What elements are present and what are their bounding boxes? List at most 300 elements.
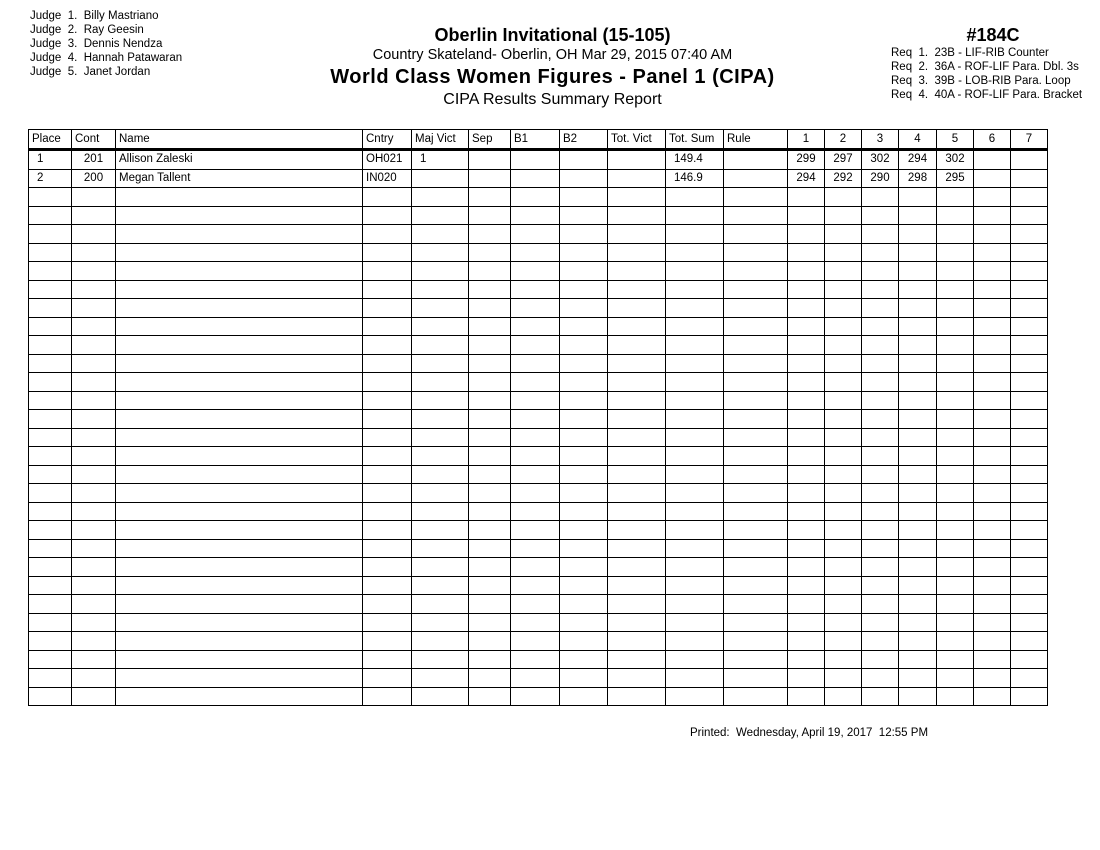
empty-cell xyxy=(116,206,363,225)
empty-cell xyxy=(469,465,511,484)
empty-cell xyxy=(666,243,724,262)
empty-cell xyxy=(363,465,412,484)
empty-cell xyxy=(608,632,666,651)
empty-cell xyxy=(788,225,825,244)
place-cell: 1 xyxy=(29,150,72,170)
empty-cell xyxy=(608,687,666,706)
empty-cell xyxy=(116,632,363,651)
empty-cell xyxy=(29,280,72,299)
col-b1: B1 xyxy=(511,130,560,150)
empty-cell xyxy=(511,410,560,429)
empty-cell xyxy=(608,447,666,466)
empty-cell xyxy=(116,484,363,503)
empty-cell xyxy=(862,687,899,706)
empty-cell xyxy=(937,687,974,706)
empty-cell xyxy=(469,521,511,540)
empty-cell xyxy=(788,410,825,429)
empty-cell xyxy=(412,206,469,225)
table-row-empty xyxy=(29,410,1048,429)
table-row-empty xyxy=(29,299,1048,318)
empty-cell xyxy=(974,299,1011,318)
empty-cell xyxy=(412,576,469,595)
empty-cell xyxy=(862,650,899,669)
empty-cell xyxy=(363,262,412,281)
empty-cell xyxy=(72,650,116,669)
empty-cell xyxy=(412,669,469,688)
empty-cell xyxy=(608,317,666,336)
empty-cell xyxy=(412,262,469,281)
empty-cell xyxy=(560,558,608,577)
empty-cell xyxy=(899,410,937,429)
judge-label: Judge 4. xyxy=(30,52,78,64)
empty-cell xyxy=(788,484,825,503)
empty-cell xyxy=(1011,576,1048,595)
empty-cell xyxy=(511,317,560,336)
empty-cell xyxy=(560,595,608,614)
empty-cell xyxy=(608,428,666,447)
empty-cell xyxy=(788,391,825,410)
empty-cell xyxy=(899,280,937,299)
empty-cell xyxy=(899,650,937,669)
empty-cell xyxy=(29,595,72,614)
empty-cell xyxy=(937,669,974,688)
empty-cell xyxy=(937,336,974,355)
empty-cell xyxy=(825,465,862,484)
empty-cell xyxy=(560,299,608,318)
event-location-date: Country Skateland- Oberlin, OH Mar 29, 2015 07:40 AM xyxy=(372,47,733,63)
empty-cell xyxy=(363,188,412,207)
empty-cell xyxy=(363,521,412,540)
empty-cell xyxy=(937,280,974,299)
empty-cell xyxy=(363,336,412,355)
empty-cell xyxy=(974,317,1011,336)
judge-name: Ray Geesin xyxy=(83,24,144,36)
empty-cell xyxy=(937,410,974,429)
empty-cell xyxy=(862,669,899,688)
table-row-empty xyxy=(29,225,1048,244)
empty-cell xyxy=(666,484,724,503)
empty-cell xyxy=(116,410,363,429)
empty-cell xyxy=(363,687,412,706)
empty-cell xyxy=(788,373,825,392)
empty-cell xyxy=(29,299,72,318)
empty-cell xyxy=(511,687,560,706)
empty-cell xyxy=(363,280,412,299)
empty-cell xyxy=(788,669,825,688)
empty-cell xyxy=(1011,521,1048,540)
empty-cell xyxy=(469,262,511,281)
empty-cell xyxy=(72,539,116,558)
empty-cell xyxy=(511,576,560,595)
table-row-empty xyxy=(29,539,1048,558)
empty-cell xyxy=(862,280,899,299)
empty-cell xyxy=(72,484,116,503)
empty-cell xyxy=(511,188,560,207)
empty-cell xyxy=(560,336,608,355)
col-judge-3: 3 xyxy=(862,130,899,150)
empty-cell xyxy=(899,502,937,521)
empty-cell xyxy=(937,632,974,651)
empty-cell xyxy=(724,576,788,595)
empty-cell xyxy=(724,391,788,410)
empty-cell xyxy=(862,595,899,614)
judge-label: Judge 1. xyxy=(30,10,78,22)
empty-cell xyxy=(72,299,116,318)
empty-cell xyxy=(937,576,974,595)
empty-cell xyxy=(469,299,511,318)
empty-cell xyxy=(608,465,666,484)
place-cell: 2 xyxy=(29,169,72,188)
empty-cell xyxy=(363,669,412,688)
empty-cell xyxy=(974,391,1011,410)
empty-cell xyxy=(363,206,412,225)
judge-1-score: 294 xyxy=(788,169,825,188)
empty-cell xyxy=(1011,447,1048,466)
empty-cell xyxy=(974,539,1011,558)
empty-cell xyxy=(937,262,974,281)
empty-cell xyxy=(724,484,788,503)
table-row xyxy=(29,169,1048,188)
empty-cell xyxy=(469,391,511,410)
empty-cell xyxy=(511,484,560,503)
empty-cell xyxy=(825,521,862,540)
empty-cell xyxy=(862,428,899,447)
empty-cell xyxy=(412,299,469,318)
empty-cell xyxy=(469,558,511,577)
empty-cell xyxy=(511,558,560,577)
table-row-empty xyxy=(29,428,1048,447)
empty-cell xyxy=(666,317,724,336)
empty-cell xyxy=(29,317,72,336)
judge-label: Judge 2. xyxy=(30,24,78,36)
empty-cell xyxy=(29,465,72,484)
empty-cell xyxy=(412,558,469,577)
empty-cell xyxy=(412,243,469,262)
empty-cell xyxy=(862,354,899,373)
empty-cell xyxy=(899,336,937,355)
empty-cell xyxy=(29,354,72,373)
empty-cell xyxy=(511,595,560,614)
empty-cell xyxy=(937,502,974,521)
empty-cell xyxy=(974,502,1011,521)
empty-cell xyxy=(412,687,469,706)
table-row-empty xyxy=(29,280,1048,299)
empty-cell xyxy=(29,262,72,281)
table-row-empty xyxy=(29,595,1048,614)
judge-3-score: 302 xyxy=(862,150,899,170)
empty-cell xyxy=(862,502,899,521)
empty-cell xyxy=(666,465,724,484)
table-row-empty xyxy=(29,391,1048,410)
judges-list xyxy=(30,9,182,79)
empty-cell xyxy=(788,502,825,521)
judge-3 xyxy=(30,37,182,51)
empty-cell xyxy=(974,354,1011,373)
empty-cell xyxy=(560,484,608,503)
name-cell: Megan Tallent xyxy=(116,169,363,188)
empty-cell xyxy=(1011,632,1048,651)
empty-cell xyxy=(29,447,72,466)
empty-cell xyxy=(412,447,469,466)
empty-cell xyxy=(825,354,862,373)
empty-cell xyxy=(412,539,469,558)
maj-vict-cell xyxy=(412,169,469,188)
cont-cell: 200 xyxy=(72,169,116,188)
empty-cell xyxy=(666,539,724,558)
empty-cell xyxy=(72,243,116,262)
table-row-empty xyxy=(29,521,1048,540)
empty-cell xyxy=(724,502,788,521)
empty-cell xyxy=(560,373,608,392)
empty-cell xyxy=(608,243,666,262)
judge-1 xyxy=(30,9,182,23)
empty-cell xyxy=(899,558,937,577)
empty-cell xyxy=(1011,428,1048,447)
judge-label: Judge 5. xyxy=(30,66,78,78)
empty-cell xyxy=(937,447,974,466)
empty-cell xyxy=(974,225,1011,244)
empty-cell xyxy=(363,502,412,521)
empty-cell xyxy=(974,576,1011,595)
empty-cell xyxy=(862,558,899,577)
empty-cell xyxy=(937,317,974,336)
empty-cell xyxy=(469,595,511,614)
col-judge-7: 7 xyxy=(1011,130,1048,150)
empty-cell xyxy=(560,280,608,299)
judge-6-score xyxy=(974,169,1011,188)
empty-cell xyxy=(469,669,511,688)
empty-cell xyxy=(1011,502,1048,521)
empty-cell xyxy=(560,613,608,632)
report-header xyxy=(300,24,805,110)
empty-cell xyxy=(825,558,862,577)
empty-cell xyxy=(862,373,899,392)
empty-cell xyxy=(1011,687,1048,706)
empty-cell xyxy=(974,521,1011,540)
table-row-empty xyxy=(29,687,1048,706)
sep-cell xyxy=(469,169,511,188)
report-title: CIPA Results Summary Report xyxy=(443,91,662,108)
empty-cell xyxy=(937,595,974,614)
empty-cell xyxy=(412,317,469,336)
empty-cell xyxy=(608,410,666,429)
empty-cell xyxy=(511,206,560,225)
empty-cell xyxy=(666,650,724,669)
class-title: World Class Women Figures - Panel 1 (CIPA) xyxy=(330,66,775,88)
empty-cell xyxy=(862,391,899,410)
empty-cell xyxy=(363,447,412,466)
empty-cell xyxy=(666,447,724,466)
empty-cell xyxy=(363,225,412,244)
table-row-empty xyxy=(29,632,1048,651)
empty-cell xyxy=(788,317,825,336)
table-row-empty xyxy=(29,447,1048,466)
empty-cell xyxy=(724,632,788,651)
empty-cell xyxy=(116,613,363,632)
col-place: Place xyxy=(29,130,72,150)
table-row xyxy=(29,150,1048,170)
empty-cell xyxy=(825,280,862,299)
empty-cell xyxy=(72,206,116,225)
empty-cell xyxy=(937,465,974,484)
empty-cell xyxy=(72,280,116,299)
empty-cell xyxy=(974,484,1011,503)
empty-cell xyxy=(469,317,511,336)
empty-cell xyxy=(1011,280,1048,299)
req-label: Req 3. xyxy=(891,75,929,87)
empty-cell xyxy=(511,428,560,447)
empty-cell xyxy=(788,447,825,466)
empty-cell xyxy=(724,521,788,540)
empty-cell xyxy=(899,188,937,207)
empty-cell xyxy=(666,595,724,614)
empty-cell xyxy=(560,447,608,466)
empty-cell xyxy=(788,521,825,540)
empty-cell xyxy=(363,595,412,614)
empty-cell xyxy=(974,410,1011,429)
empty-cell xyxy=(974,558,1011,577)
empty-cell xyxy=(937,188,974,207)
empty-cell xyxy=(862,539,899,558)
empty-cell xyxy=(608,391,666,410)
judge-name: Hannah Patawaran xyxy=(83,52,183,64)
empty-cell xyxy=(1011,484,1048,503)
judge-4-score: 298 xyxy=(899,169,937,188)
empty-cell xyxy=(608,188,666,207)
empty-cell xyxy=(724,336,788,355)
empty-cell xyxy=(72,391,116,410)
empty-cell xyxy=(899,262,937,281)
empty-cell xyxy=(788,539,825,558)
empty-cell xyxy=(511,669,560,688)
empty-cell xyxy=(788,558,825,577)
empty-cell xyxy=(363,373,412,392)
maj-vict-cell: 1 xyxy=(412,150,469,170)
table-row-empty xyxy=(29,613,1048,632)
empty-cell xyxy=(862,484,899,503)
req-label: Req 1. xyxy=(891,47,929,59)
empty-cell xyxy=(412,391,469,410)
empty-cell xyxy=(1011,558,1048,577)
empty-cell xyxy=(29,188,72,207)
empty-cell xyxy=(825,188,862,207)
empty-cell xyxy=(825,243,862,262)
empty-cell xyxy=(862,206,899,225)
empty-cell xyxy=(608,669,666,688)
sep-cell xyxy=(469,150,511,170)
empty-cell xyxy=(724,465,788,484)
empty-cell xyxy=(116,336,363,355)
table-row-empty xyxy=(29,650,1048,669)
empty-cell xyxy=(974,465,1011,484)
req-label: Req 2. xyxy=(891,61,929,73)
empty-cell xyxy=(72,613,116,632)
table-row-empty xyxy=(29,558,1048,577)
empty-cell xyxy=(899,632,937,651)
empty-cell xyxy=(560,391,608,410)
empty-cell xyxy=(724,539,788,558)
empty-cell xyxy=(412,502,469,521)
empty-cell xyxy=(363,428,412,447)
empty-cell xyxy=(560,687,608,706)
req-text: 40A - ROF-LIF Para. Bracket xyxy=(934,89,1083,101)
empty-cell xyxy=(511,262,560,281)
empty-cell xyxy=(666,576,724,595)
empty-cell xyxy=(29,243,72,262)
empty-cell xyxy=(608,521,666,540)
empty-cell xyxy=(72,225,116,244)
col-b2: B2 xyxy=(560,130,608,150)
col-maj-vict: Maj Vict xyxy=(412,130,469,150)
empty-cell xyxy=(937,539,974,558)
empty-cell xyxy=(825,632,862,651)
empty-cell xyxy=(937,521,974,540)
empty-cell xyxy=(363,299,412,318)
col-cntry: Cntry xyxy=(363,130,412,150)
empty-cell xyxy=(72,632,116,651)
name-cell: Allison Zaleski xyxy=(116,150,363,170)
empty-cell xyxy=(1011,669,1048,688)
empty-cell xyxy=(825,502,862,521)
requirement-4 xyxy=(891,88,1098,102)
empty-cell xyxy=(560,502,608,521)
col-rule: Rule xyxy=(724,130,788,150)
empty-cell xyxy=(72,336,116,355)
empty-cell xyxy=(666,391,724,410)
empty-cell xyxy=(788,632,825,651)
judge-6-score xyxy=(974,150,1011,170)
empty-cell xyxy=(666,687,724,706)
empty-cell xyxy=(72,373,116,392)
empty-cell xyxy=(469,373,511,392)
empty-cell xyxy=(29,632,72,651)
empty-cell xyxy=(724,613,788,632)
empty-cell xyxy=(899,484,937,503)
empty-cell xyxy=(825,428,862,447)
empty-cell xyxy=(363,484,412,503)
empty-cell xyxy=(116,391,363,410)
requirement-3 xyxy=(891,74,1098,88)
col-tot-vict: Tot. Vict xyxy=(608,130,666,150)
empty-cell xyxy=(666,354,724,373)
empty-cell xyxy=(724,188,788,207)
empty-cell xyxy=(825,262,862,281)
empty-cell xyxy=(116,447,363,466)
empty-cell xyxy=(1011,336,1048,355)
empty-cell xyxy=(1011,650,1048,669)
empty-cell xyxy=(608,280,666,299)
empty-cell xyxy=(469,280,511,299)
judge-2-score: 292 xyxy=(825,169,862,188)
empty-cell xyxy=(29,484,72,503)
judge-7-score xyxy=(1011,150,1048,170)
empty-cell xyxy=(363,539,412,558)
empty-cell xyxy=(666,428,724,447)
empty-cell xyxy=(724,595,788,614)
empty-cell xyxy=(788,576,825,595)
empty-cell xyxy=(862,299,899,318)
empty-cell xyxy=(899,576,937,595)
empty-cell xyxy=(899,521,937,540)
empty-cell xyxy=(1011,317,1048,336)
empty-cell xyxy=(974,206,1011,225)
empty-cell xyxy=(72,317,116,336)
empty-cell xyxy=(788,280,825,299)
empty-cell xyxy=(412,428,469,447)
empty-cell xyxy=(937,373,974,392)
empty-cell xyxy=(72,354,116,373)
empty-cell xyxy=(825,447,862,466)
